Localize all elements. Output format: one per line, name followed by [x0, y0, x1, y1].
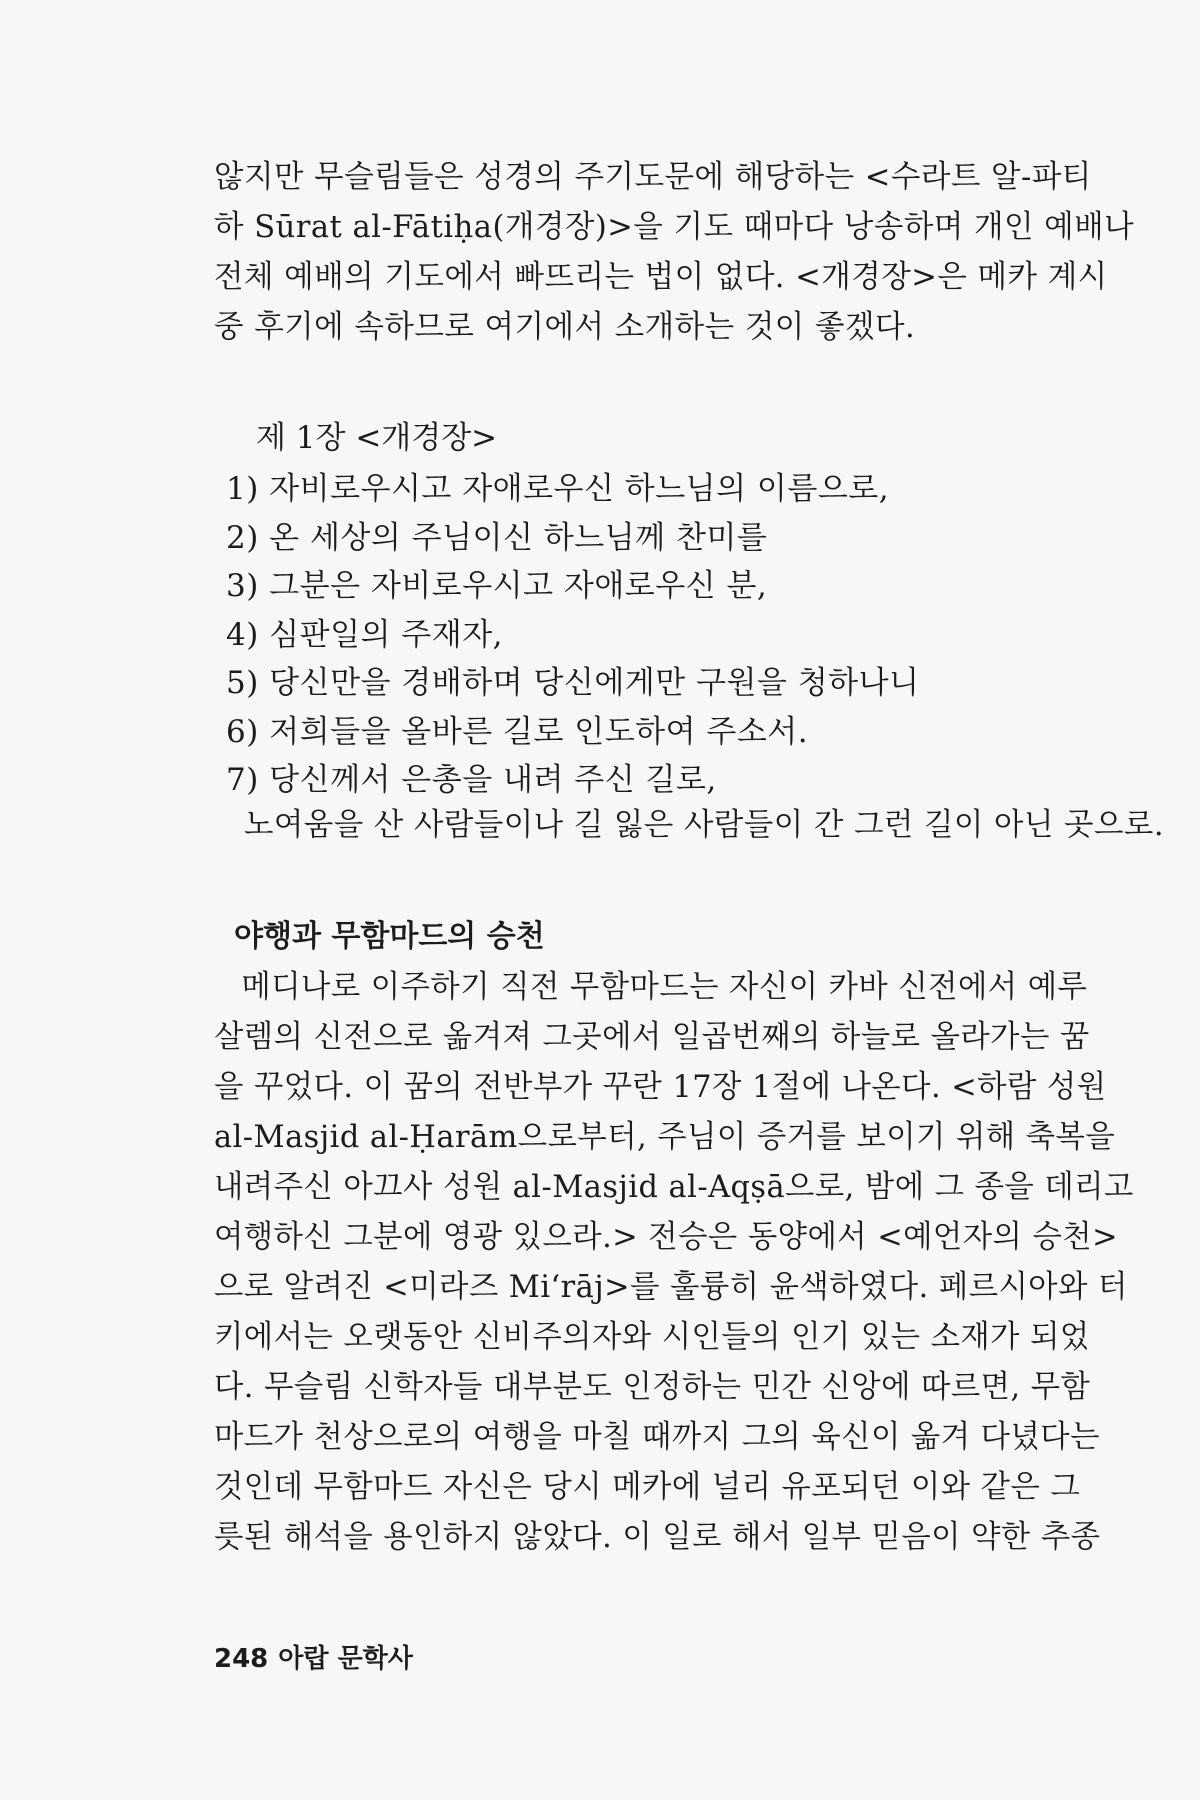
text-line: 여행하신 그분에 영광 있으라.> 전승은 동양에서 <예언자의 승천> — [214, 1219, 1119, 1255]
verse-list — [226, 465, 920, 805]
text-line: 중 후기에 속하므로 여기에서 소개하는 것이 좋겠다. — [214, 309, 916, 345]
text-line: 않지만 무슬림들은 성경의 주기도문에 해당하는 <수라트 알-파티 — [214, 159, 1092, 195]
text-line: 것인데 무함마드 자신은 당시 메카에 널리 유포되던 이와 같은 그 — [214, 1469, 1081, 1505]
text-line: 하 Sūrat al-Fātiḥa(개경장)>을 기도 때마다 낭송하며 개인 예배나 — [214, 209, 1135, 245]
running-title: 아랍 문학사 — [278, 1644, 413, 1674]
verse-item: 6) 저희들을 올바른 길로 인도하여 주소서. — [226, 713, 809, 750]
body-paragraph — [214, 962, 1154, 1562]
verse-item: 2) 온 세상의 주님이신 하느님께 찬미를 — [226, 519, 768, 556]
text-line: 키에서는 오랫동안 신비주의자와 시인들의 인기 있는 소재가 되었 — [214, 1319, 1090, 1355]
text-line: 을 꾸었다. 이 꿈의 전반부가 꾸란 17장 1절에 나온다. <하람 성원 — [214, 1069, 1107, 1105]
verse-continuation: 노여움을 산 사람들이나 길 잃은 사람들이 간 그런 길이 아닌 곳으로. — [244, 807, 1165, 843]
page-footer — [214, 1638, 413, 1675]
chapter-title: 제 1장 <개경장> — [256, 420, 498, 456]
verse-item: 7) 당신께서 은총을 내려 주신 길로, — [226, 762, 717, 798]
verse-item: 4) 심판일의 주재자, — [226, 616, 504, 653]
text-line: 내려주신 아끄사 성원 al-Masjid al-Aqṣā으로, 밤에 그 종을 데리고 — [214, 1169, 1134, 1205]
page-number: 248 — [214, 1644, 269, 1674]
text-line: 메디나로 이주하기 직전 무함마드는 자신이 카바 신전에서 예루 — [241, 969, 1088, 1005]
text-line: 으로 알려진 <미라즈 Mi‘rāj>를 훌륭히 윤색하였다. 페르시아와 터 — [214, 1269, 1128, 1305]
intro-paragraph — [214, 152, 1148, 352]
text-line: 다. 무슬림 신학자들 대부분도 인정하는 민간 신앙에 따르면, 무함 — [214, 1369, 1091, 1405]
section-heading: 야행과 무함마드의 승천 — [234, 919, 545, 954]
text-line: 마드가 천상으로의 여행을 마칠 때까지 그의 육신이 옮겨 다녔다는 — [214, 1419, 1100, 1455]
text-line: al-Masjid al-Ḥarām으로부터, 주님이 증거를 보이기 위해 축복을 — [214, 1119, 1116, 1155]
verse-item: 1) 자비로우시고 자애로우신 하느님의 이름으로, — [226, 471, 890, 507]
verse-item: 5) 당신만을 경배하며 당신에게만 구원을 청하나니 — [226, 665, 920, 701]
verse-item: 3) 그분은 자비로우시고 자애로우신 분, — [226, 568, 768, 604]
text-line: 릇된 해석을 용인하지 않았다. 이 일로 해서 일부 믿음이 약한 추종 — [214, 1519, 1101, 1555]
text-line: 살렘의 신전으로 옮겨져 그곳에서 일곱번째의 하늘로 올라가는 꿈 — [214, 1019, 1090, 1055]
text-line: 전체 예배의 기도에서 빠뜨리는 법이 없다. <개경장>은 메카 계시 — [214, 259, 1108, 295]
